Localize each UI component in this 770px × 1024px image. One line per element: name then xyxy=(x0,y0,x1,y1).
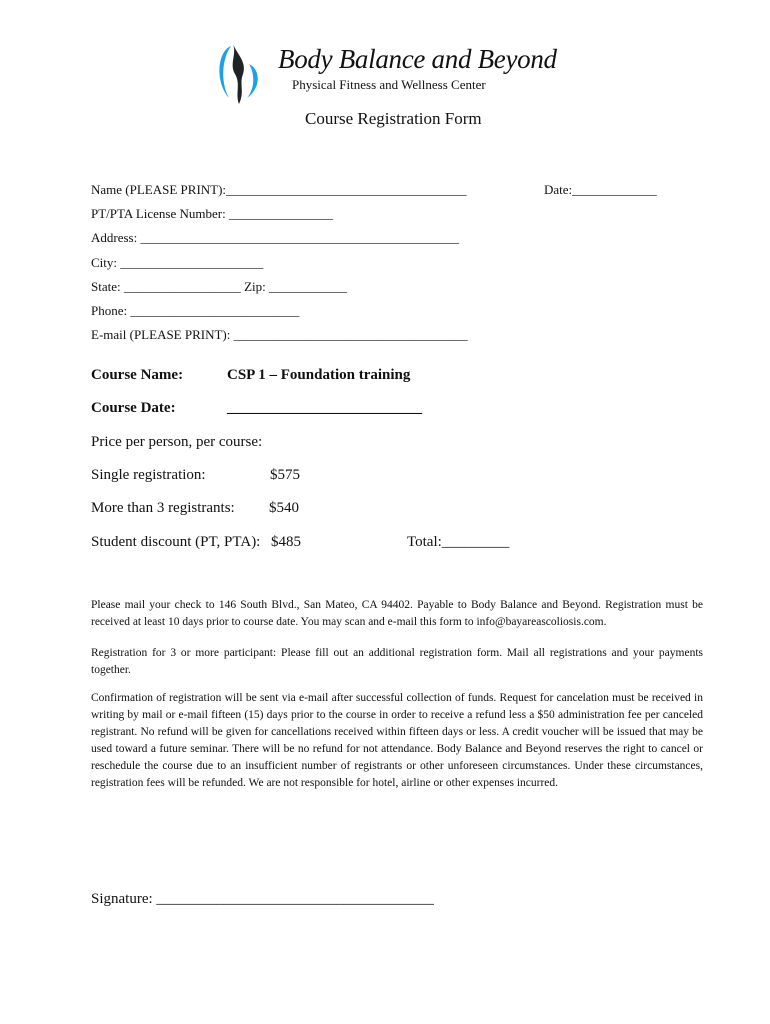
multi-registration-price: $540 xyxy=(269,500,299,516)
state-zip-field[interactable]: State: __________________ Zip: ____________ xyxy=(91,279,348,294)
address-field[interactable]: Address: _________________________________________________ xyxy=(91,230,459,245)
form-title: Course Registration Form xyxy=(305,109,482,128)
total-field[interactable]: Total:_________ xyxy=(407,534,510,550)
city-field[interactable]: City: ______________________ xyxy=(91,255,264,270)
price-heading: Price per person, per course: xyxy=(91,434,263,450)
date-field[interactable]: Date:_____________ xyxy=(544,182,657,197)
brand-title: Body Balance and Beyond xyxy=(278,44,557,74)
license-field[interactable]: PT/PTA License Number: ________________ xyxy=(91,206,333,221)
brand-subtitle: Physical Fitness and Wellness Center xyxy=(292,77,486,92)
signature-field[interactable]: Signature: _____________________________________ xyxy=(91,891,434,907)
email-field[interactable]: E-mail (PLEASE PRINT): ____________________________________ xyxy=(91,327,468,342)
course-date-field[interactable]: __________________________ xyxy=(227,400,422,416)
name-field[interactable]: Name (PLEASE PRINT):_____________________________________ xyxy=(91,182,467,197)
multi-registration-label: More than 3 registrants: xyxy=(91,500,235,516)
student-discount-label: Student discount (PT, PTA): xyxy=(91,534,261,550)
course-name-label: Course Name: xyxy=(91,367,184,383)
course-name-value: CSP 1 – Foundation training xyxy=(227,367,411,383)
single-registration-label: Single registration: xyxy=(91,467,206,483)
mail-instructions: Please mail your check to 146 South Blvd., San Mateo, CA 94402. Payable to Body Balance and Beyond. Registration must be received at least 10 days prior to course date. You may scan and e-mail this form to info@bayareascoliosis.com. xyxy=(91,599,703,628)
course-date-label: Course Date: xyxy=(91,400,176,416)
phone-field[interactable]: Phone: __________________________ xyxy=(91,303,300,318)
single-registration-price: $575 xyxy=(270,467,300,483)
logo-icon xyxy=(209,40,271,106)
student-discount-price: $485 xyxy=(271,534,301,550)
group-registration-note: Registration for 3 or more participant: Please fill out an additional registration form. Mail all registrations and your payments together. xyxy=(91,647,703,676)
confirmation-policy: Confirmation of registration will be sent via e-mail after successful collection of funds. Request for cancelation must be received in writing by mail or e-mail fifteen (15) days prior to the course in order to receive a refund less a $50 administration fee per canceled registrant. No refund will be given for cancellations received within fifteen days or less. A credit voucher will be issued that may be used toward a future seminar. There will be no refund for not attendance. Body Balance and Beyond reserves the right to cancel or reschedule the course due to an insufficient number of registrants or other unforeseen circumstances. Under these circumstances, registration fees will be refunded. We are not responsible for hotel, airline or other expenses incurred. xyxy=(91,692,703,789)
